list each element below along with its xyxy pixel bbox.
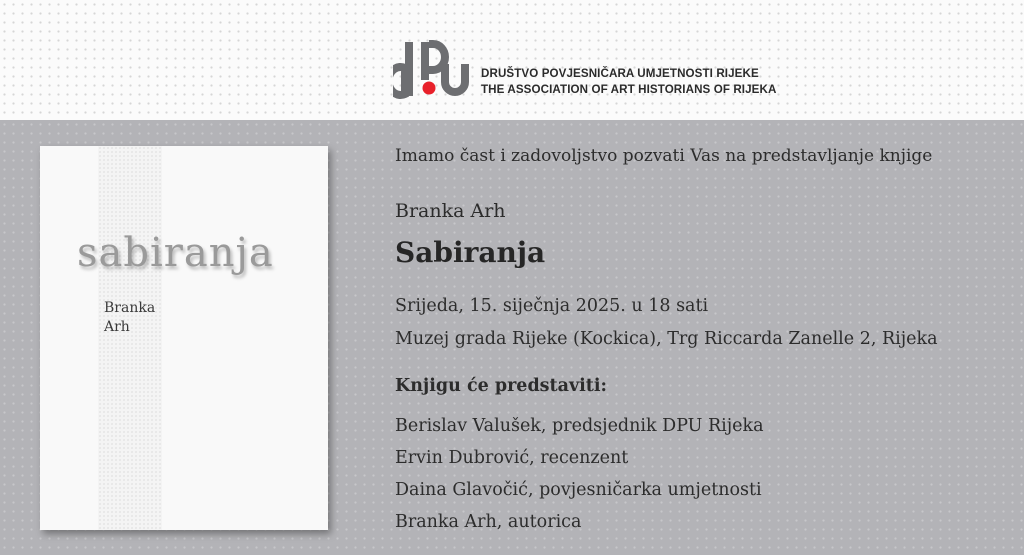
organization-name-en: THE ASSOCIATION OF ART HISTORIANS OF RIJEKA — [481, 82, 777, 96]
book-author: Branka Arh — [395, 200, 506, 222]
cover-author-last: Arh — [104, 319, 130, 335]
book-cover — [40, 146, 328, 530]
dpu-logo-icon — [393, 40, 473, 100]
presenter-item: Branka Arh, autorica — [395, 512, 582, 532]
book-title: Sabiranja — [395, 236, 546, 269]
cover-author-first: Branka — [104, 300, 156, 316]
presenter-item: Berislav Valušek, predsjednik DPU Rijeka — [395, 416, 764, 436]
presenters-heading: Knjigu će predstaviti: — [395, 376, 607, 396]
cover-author — [104, 299, 155, 337]
event-location: Muzej grada Rijeke (Kockica), Trg Riccarda Zanelle 2, Rijeka — [395, 329, 938, 349]
event-date-time: Srijeda, 15. siječnja 2025. u 18 sati — [395, 296, 709, 316]
presenter-item: Daina Glavočić, povjesničarka umjetnosti — [395, 480, 762, 500]
organization-name-hr: DRUŠTVO POVJESNIČARA UMJETNOSTI RIJEKE — [481, 67, 759, 80]
presenters-list — [395, 410, 764, 538]
invitation-intro: Imamo čast i zadovoljstvo pozvati Vas na predstavljanje knjige — [395, 146, 933, 166]
header-band — [0, 0, 1024, 120]
cover-stripe — [98, 146, 162, 530]
organization-name — [481, 66, 776, 97]
cover-title: sabiranja — [77, 230, 274, 276]
presenter-item: Ervin Dubrović, recenzent — [395, 448, 629, 468]
